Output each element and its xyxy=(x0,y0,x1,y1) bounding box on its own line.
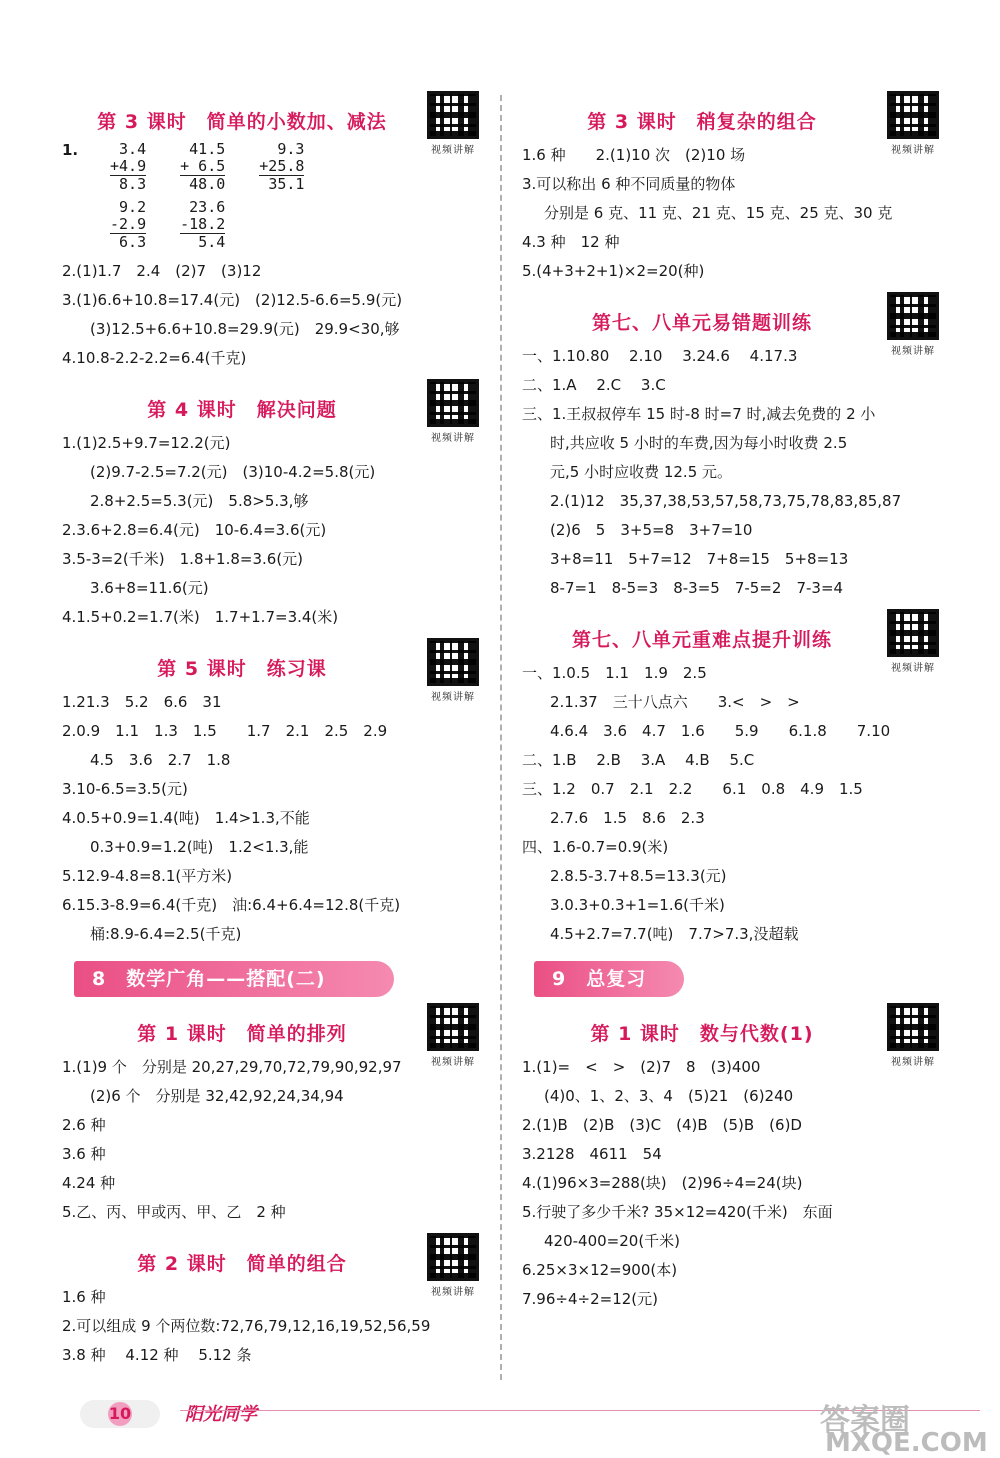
section-title: 第 1 课时 简单的排列 xyxy=(137,1023,347,1045)
qr-code-icon xyxy=(887,292,939,340)
answer-line: 1.(1)= < > (2)7 8 (3)400 xyxy=(522,1058,761,1076)
answer-line: 5.12.9-4.8=8.1(平方米) xyxy=(62,867,233,885)
answer-line: 3.可以称出 6 种不同质量的物体 xyxy=(522,175,736,193)
answer-line: 2.可以组成 9 个两位数:72,76,79,12,16,19,52,56,59 xyxy=(62,1317,431,1335)
vertical-calc: 41.5 + 6.5 48.0 xyxy=(180,140,226,193)
qr-code-icon xyxy=(427,638,479,686)
section-title: 第 4 课时 解决问题 xyxy=(147,399,337,421)
answer-line: 四、1.6-0.7=0.9(米) xyxy=(522,838,669,856)
answer-line: 2.8.5-3.7+8.5=13.3(元) xyxy=(550,867,727,885)
answer-line: 3.8 种 4.12 种 5.12 条 xyxy=(62,1346,252,1364)
answer-line: 0.3+0.9=1.2(吨) 1.2<1.3,能 xyxy=(90,838,309,856)
section-title: 第 3 课时 简单的小数加、减法 xyxy=(97,111,387,133)
answer-line: 4.1.5+0.2=1.7(米) 1.7+1.7=3.4(米) xyxy=(62,608,339,626)
answer-line: (3)12.5+6.6+10.8=29.9(元) 29.9<30,够 xyxy=(90,320,400,338)
answer-line: 8-7=1 8-5=3 8-3=5 7-5=2 7-3=4 xyxy=(550,579,844,597)
answer-line: 3.6+8=11.6(元) xyxy=(90,579,209,597)
answer-line: 5.行驶了多少千米? 35×12=420(千米) 东面 xyxy=(522,1203,833,1221)
answer-line: 4.(1)96×3=288(块) (2)96÷4=24(块) xyxy=(522,1174,803,1192)
vertical-calculations-row-2 xyxy=(62,199,502,251)
section-title: 第 1 课时 数与代数(1) xyxy=(590,1023,814,1045)
answer-line: 6.25×3×12=900(本) xyxy=(522,1261,678,1279)
answer-line: 二、1.B 2.B 3.A 4.B 5.C xyxy=(522,751,755,769)
section-heading xyxy=(62,91,502,156)
section-title: 第 2 课时 简单的组合 xyxy=(137,1253,347,1275)
answer-line: 7.96÷4÷2=12(元) xyxy=(522,1290,658,1308)
qr-code-icon xyxy=(427,379,479,427)
answer-line: 分别是 6 克、11 克、21 克、15 克、25 克、30 克 xyxy=(544,204,893,222)
answer-line: 时,共应收 5 小时的车费,因为每小时收费 2.5 xyxy=(550,434,848,452)
answer-line: 4.0.5+0.9=1.4(吨) 1.4>1.3,不能 xyxy=(62,809,310,827)
answer-line: 2.8+2.5=5.3(元) 5.8>5.3,够 xyxy=(90,492,309,510)
answer-line: 5.乙、丙、甲或丙、甲、乙 2 种 xyxy=(62,1203,286,1221)
page-number-badge xyxy=(80,1400,160,1428)
answer-line: 1.6 种 2.(1)10 次 (2)10 场 xyxy=(522,146,746,164)
left-column xyxy=(62,85,502,1370)
answer-line: 二、1.A 2.C 3.C xyxy=(522,376,666,394)
answer-line: 2.3.6+2.8=6.4(元) 10-6.4=3.6(元) xyxy=(62,521,327,539)
answer-line: 3.10-6.5=3.5(元) xyxy=(62,780,188,798)
qr-caption: 视频讲解 xyxy=(431,692,475,703)
answer-line: 元,5 小时应收费 12.5 元。 xyxy=(550,463,733,481)
chapter-banner: 8 数学广角——搭配(二) xyxy=(74,961,394,997)
vertical-calc: 3.4 +4.9 8.3 xyxy=(110,140,147,193)
qr-code-icon xyxy=(427,1003,479,1051)
answer-line: 420-400=20(千米) xyxy=(544,1232,681,1250)
qr-code-icon xyxy=(427,1233,479,1281)
answer-line: 1.(1)2.5+9.7=12.2(元) xyxy=(62,434,231,452)
qr-code[interactable] xyxy=(424,638,482,703)
qr-caption: 视频讲解 xyxy=(431,433,475,444)
qr-caption: 视频讲解 xyxy=(431,1287,475,1298)
qr-code-icon xyxy=(887,91,939,139)
brand-logo: 阳光同学 xyxy=(185,1404,257,1425)
qr-caption: 视频讲解 xyxy=(431,145,475,156)
answer-line: 2.0.9 1.1 1.3 1.5 1.7 2.1 2.5 2.9 xyxy=(62,722,388,740)
answer-line: 三、1.王叔叔停车 15 时-8 时=7 时,减去免费的 2 小 xyxy=(522,405,876,423)
vertical-calc: 9.2 -2.9 6.3 xyxy=(110,198,147,251)
answer-line: (2)6 个 分别是 32,42,92,24,34,94 xyxy=(90,1087,344,1105)
qr-code[interactable] xyxy=(884,91,942,156)
answer-line: (2)9.7-2.5=7.2(元) (3)10-4.2=5.8(元) xyxy=(90,463,376,481)
answer-line: 1.21.3 5.2 6.6 31 xyxy=(62,693,222,711)
qr-code[interactable] xyxy=(884,292,942,357)
answer-line: 2.(1)B (2)B (3)C (4)B (5)B (6)D xyxy=(522,1116,802,1134)
answer-line: 4.3 种 12 种 xyxy=(522,233,620,251)
section-title: 第 5 课时 练习课 xyxy=(157,658,327,680)
qr-code[interactable] xyxy=(424,1233,482,1298)
answer-line: 桶:8.9-6.4=2.5(千克) xyxy=(90,925,242,943)
answer-line: 3.5-3=2(千米) 1.8+1.8=3.6(元) xyxy=(62,550,304,568)
qr-code[interactable] xyxy=(884,1003,942,1068)
page-number: 10 xyxy=(108,1402,132,1426)
qr-caption: 视频讲解 xyxy=(891,346,935,357)
answer-line: 2.6 种 xyxy=(62,1116,106,1134)
vertical-calc: 23.6 -18.2 5.4 xyxy=(180,198,226,251)
answer-line: 1.(1)9 个 分别是 20,27,29,70,72,79,90,92,97 xyxy=(62,1058,402,1076)
qr-caption: 视频讲解 xyxy=(431,1057,475,1068)
watermark: 答案圈 xyxy=(820,1403,910,1438)
qr-code[interactable] xyxy=(424,91,482,156)
answer-line: (2)6 5 3+5=8 3+7=10 xyxy=(550,521,753,539)
answer-line: 1.6 种 xyxy=(62,1288,106,1306)
answer-line: 3.6 种 xyxy=(62,1145,106,1163)
chapter-banner: 9 总复习 xyxy=(534,961,684,997)
answer-line: 3.2128 4611 54 xyxy=(522,1145,662,1163)
answer-line: 一、1.0.5 1.1 1.9 2.5 xyxy=(522,664,707,682)
answer-line: 4.5+2.7=7.7(吨) 7.7>7.3,没超载 xyxy=(550,925,799,943)
qr-code-icon xyxy=(887,609,939,657)
answer-line: 三、1.2 0.7 2.1 2.2 6.1 0.8 4.9 1.5 xyxy=(522,780,863,798)
qr-code[interactable] xyxy=(884,609,942,674)
qr-code-icon xyxy=(887,1003,939,1051)
section-title: 第 3 课时 稍复杂的组合 xyxy=(587,111,817,133)
answer-line: 4.5 3.6 2.7 1.8 xyxy=(90,751,231,769)
watermark-url: MXQE.COM xyxy=(825,1428,988,1458)
answer-line: 4.10.8-2.2-2.2=6.4(千克) xyxy=(62,349,247,367)
answer-line: 2.(1)1.7 2.4 (2)7 (3)12 xyxy=(62,262,262,280)
qr-caption: 视频讲解 xyxy=(891,663,935,674)
answer-line: 4.24 种 xyxy=(62,1174,116,1192)
qr-code-icon xyxy=(427,91,479,139)
answer-line: 2.(1)12 35,37,38,53,57,58,73,75,78,83,85,87 xyxy=(550,492,902,510)
section-title: 第七、八单元重难点提升训练 xyxy=(571,629,832,651)
section-title: 第七、八单元易错题训练 xyxy=(591,312,812,334)
answer-line: 一、1.10.80 2.10 3.24.6 4.17.3 xyxy=(522,347,798,365)
answer-line: 3.0.3+0.3+1=1.6(千米) xyxy=(550,896,725,914)
answer-line: 2.7.6 1.5 8.6 2.3 xyxy=(550,809,705,827)
question-number: 1. xyxy=(62,141,79,159)
qr-code[interactable] xyxy=(424,379,482,444)
answer-line: 3.(1)6.6+10.8=17.4(元) (2)12.5-6.6=5.9(元) xyxy=(62,291,403,309)
answer-line: 3+8=11 5+7=12 7+8=15 5+8=13 xyxy=(550,550,849,568)
qr-caption: 视频讲解 xyxy=(891,145,935,156)
qr-code[interactable] xyxy=(424,1003,482,1068)
qr-caption: 视频讲解 xyxy=(891,1057,935,1068)
answer-line: 2.1.37 三十八点六 3.< > > xyxy=(550,693,800,711)
answer-line: 6.15.3-8.9=6.4(千克) 油:6.4+6.4=12.8(千克) xyxy=(62,896,401,914)
answer-line: 4.6.4 3.6 4.7 1.6 5.9 6.1.8 7.10 xyxy=(550,722,891,740)
right-column xyxy=(522,85,962,1314)
vertical-calc: 9.3 +25.8 35.1 xyxy=(259,140,305,193)
answer-line: (4)0、1、2、3、4 (5)21 (6)240 xyxy=(544,1087,794,1105)
answer-line: 5.(4+3+2+1)×2=20(种) xyxy=(522,262,705,280)
